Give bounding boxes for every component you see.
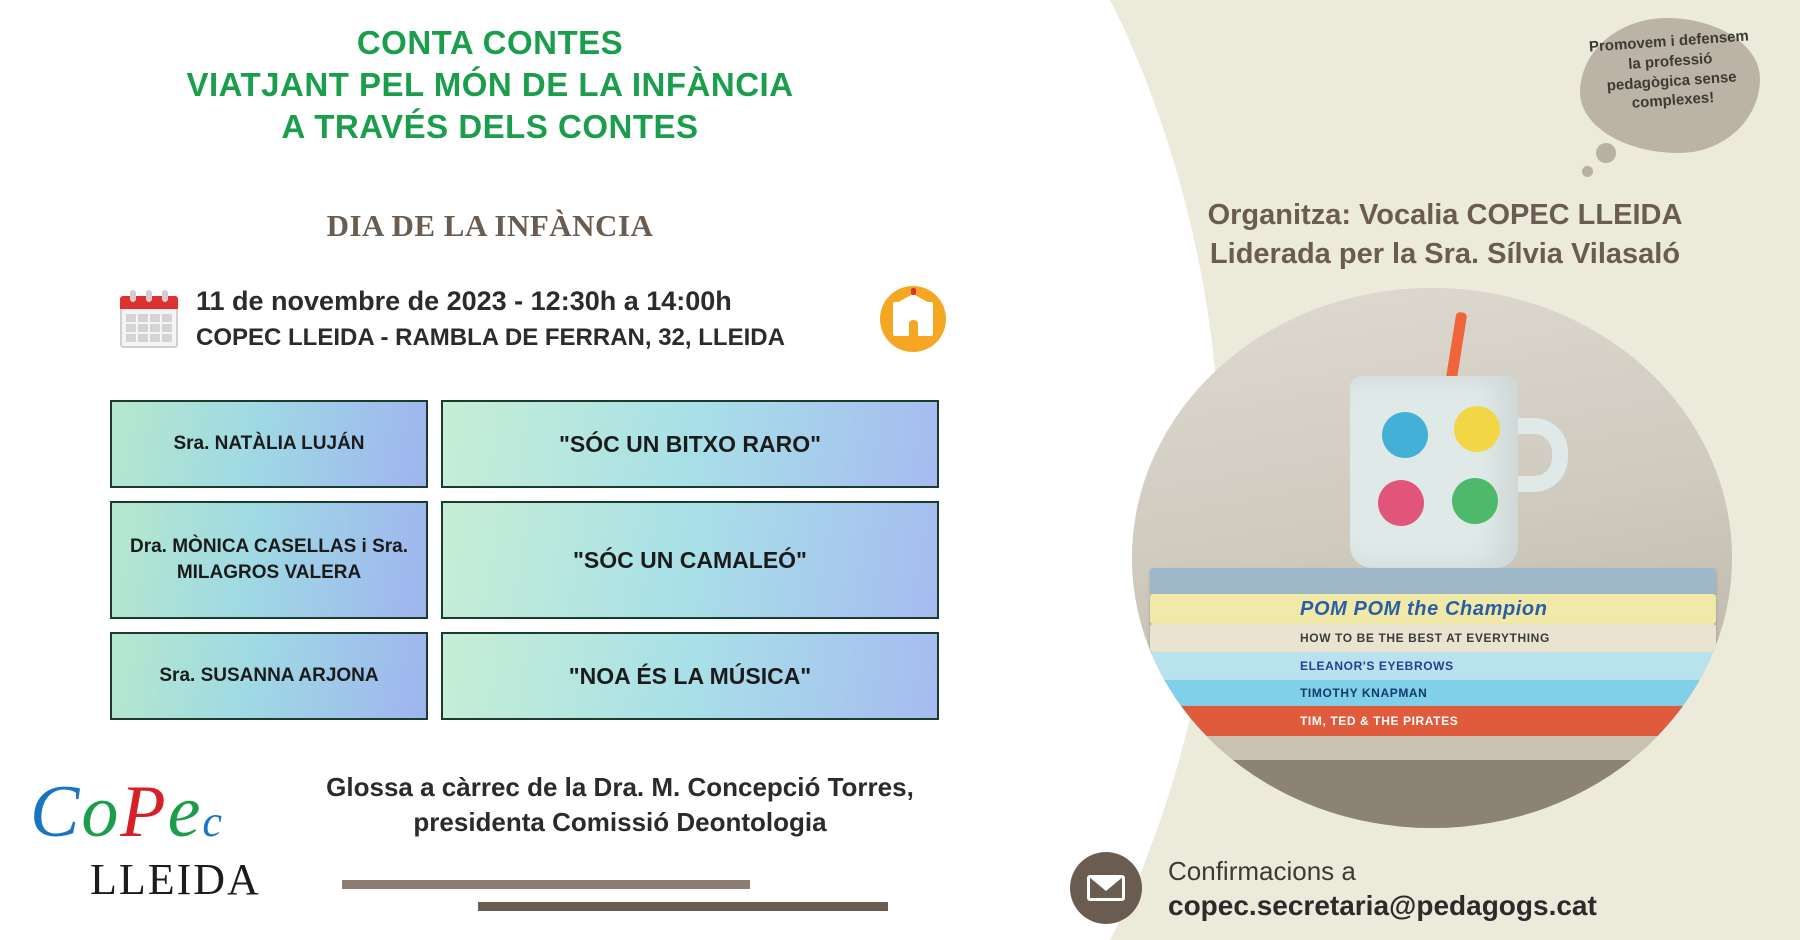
tagline-badge (1580, 18, 1760, 153)
copec-lleida-logo (20, 770, 300, 920)
book-spine: ELEANOR'S EYEBROWS (1150, 652, 1716, 680)
logo-letter-p: P (120, 771, 168, 853)
face-icon-pink (1378, 480, 1424, 526)
face-icon-yellow (1454, 406, 1500, 452)
tagline-badge-text: Promovem i defensem la professió pedagògica sense complexes! (1588, 27, 1750, 113)
confirmation-block (1168, 855, 1597, 923)
book-spine: TIMOTHY KNAPMAN (1150, 680, 1716, 706)
story-title: "NOA ÉS LA MÚSICA" (441, 632, 939, 720)
logo-letter-e: e (167, 771, 203, 853)
divider-rule-upper (342, 880, 750, 889)
event-datetime-row (118, 282, 948, 356)
organizer-line-1: Organitza: Vocalia COPEC LLEIDA (1207, 199, 1683, 231)
book-spine: HOW TO BE THE BEST AT EVERYTHING (1150, 624, 1716, 652)
event-date: 11 de novembre de 2023 - 12:30h a 14:00h (196, 286, 732, 316)
divider-rule-lower (478, 902, 888, 911)
envelope-icon (1070, 852, 1142, 924)
building-icon (880, 286, 946, 352)
book-spine: TIM, TED & THE PIRATES (1150, 706, 1716, 736)
page-subtitle: DIA DE LA INFÀNCIA (326, 208, 654, 243)
logo-letter-o: o (81, 771, 121, 853)
table-surface (1132, 760, 1732, 828)
book-spine (1150, 736, 1716, 760)
story-title: "SÓC UN BITXO RARO" (441, 400, 939, 488)
speakers-table (110, 400, 940, 733)
organizer-line-2: Liderada per la Sra. Sílvia Vilasaló (1209, 238, 1681, 271)
confirmation-label: Confirmacions a (1168, 856, 1356, 886)
event-venue: COPEC LLEIDA - RAMBLA DE FERRAN, 32, LLEIDA (196, 324, 785, 352)
speaker-name: Dra. MÒNICA CASELLAS i Sra. MILAGROS VALERA (110, 501, 428, 619)
table-row (110, 632, 940, 720)
speaker-name: Sra. SUSANNA ARJONA (110, 632, 428, 720)
title-line-3: A TRAVÉS DELS CONTES (281, 108, 699, 146)
table-row (110, 400, 940, 488)
logo-letter-c2: c (202, 797, 224, 846)
book-spine (1150, 568, 1716, 594)
book-spine: POM POM the Champion (1150, 594, 1716, 624)
story-title: "SÓC UN CAMALEÓ" (441, 501, 939, 619)
speaker-name: Sra. NATÀLIA LUJÁN (110, 400, 428, 488)
glossa-note: Glossa a càrrec de la Dra. M. Concepció Torres, presidenta Comissió Deontologia (326, 772, 914, 838)
logo-letter-c: C (30, 771, 82, 853)
face-icon-blue (1382, 412, 1428, 458)
calendar-icon (118, 288, 180, 350)
organizer-block (1110, 196, 1780, 274)
title-line-1: CONTA CONTES (356, 24, 624, 61)
face-icon-green (1452, 478, 1498, 524)
books-photo (1132, 288, 1732, 828)
logo-city-label: LLEIDA (90, 855, 261, 904)
table-row (110, 501, 940, 619)
mug (1350, 376, 1518, 568)
title-line-2: VIATJANT PEL MÓN DE LA INFÀNCIA (186, 66, 794, 104)
page-title (40, 22, 940, 149)
contact-email[interactable]: copec.secretaria@pedagogs.cat (1168, 889, 1597, 921)
